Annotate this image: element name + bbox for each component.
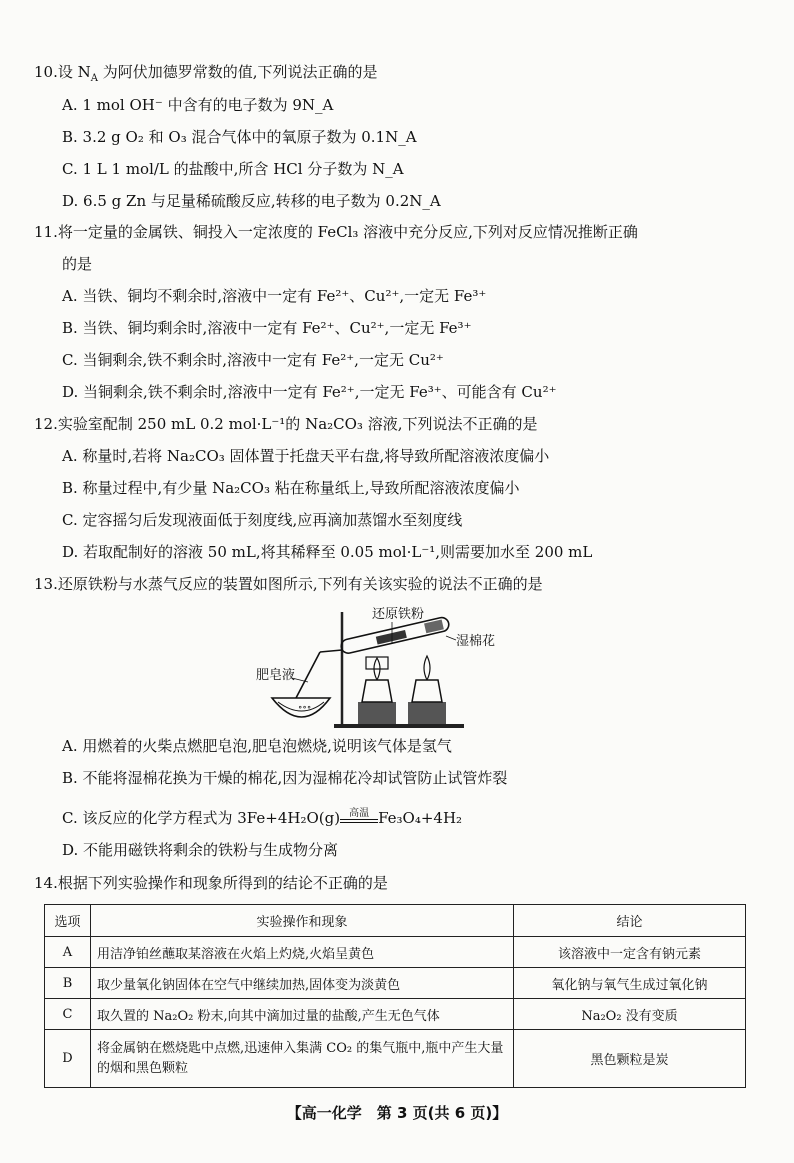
table-cell: D [45, 1030, 91, 1088]
table-row [45, 999, 746, 1030]
svg-text:∘∘∘: ∘∘∘ [298, 703, 312, 713]
table-header: 选项 [45, 905, 91, 937]
table-row [45, 968, 746, 999]
question-12-option-c: C. 定容摇匀后发现液面低于刻度线,应再滴加蒸馏水至刻度线 [62, 511, 463, 529]
question-11-option-c: C. 当铜剩余,铁不剩余时,溶液中一定有 Fe²⁺,一定无 Cu²⁺ [62, 351, 444, 369]
question-13-option-d: D. 不能用磁铁将剩余的铁粉与生成物分离 [62, 841, 339, 859]
table-cell: 该溶液中一定含有钠元素 [514, 937, 746, 968]
question-10-option-d: D. 6.5 g Zn 与足量稀硫酸反应,转移的电子数为 0.2N_A [62, 192, 441, 210]
question-11-option-a: A. 当铁、铜均不剩余时,溶液中一定有 Fe²⁺、Cu²⁺,一定无 Fe³⁺ [62, 287, 487, 305]
reaction-condition: 高温 [349, 808, 370, 819]
question-13-option-c [62, 808, 462, 828]
equation-products: Fe₃O₄+4H₂ [378, 809, 463, 827]
experiment-table [44, 904, 746, 1088]
question-10-option-b: B. 3.2 g O₂ 和 O₃ 混合气体中的氧原子数为 0.1N_A [62, 128, 417, 146]
question-10-option-c: C. 1 L 1 mol/L 的盐酸中,所含 HCl 分子数为 N_A [62, 160, 404, 178]
question-12-stem: 12.实验室配制 250 mL 0.2 mol·L⁻¹的 Na₂CO₃ 溶液,下列说法不正确的是 [34, 415, 538, 433]
question-12-option-b: B. 称量过程中,有少量 Na₂CO₃ 粘在称量纸上,导致所配溶液浓度偏小 [62, 479, 520, 497]
table-header: 结论 [514, 905, 746, 937]
question-13-option-b: B. 不能将湿棉花换为干燥的棉花,因为湿棉花冷却试管防止试管炸裂 [62, 769, 508, 787]
equation-reactants: C. 该反应的化学方程式为 3Fe+4H₂O(g) [62, 809, 341, 827]
table-cell: 将金属钠在燃烧匙中点燃,迅速伸入集满 CO₂ 的集气瓶中,瓶中产生大量的烟和黑色颗粒 [91, 1030, 514, 1088]
table-cell: 黑色颗粒是炭 [514, 1030, 746, 1088]
question-13-stem: 13.还原铁粉与水蒸气反应的装置如图所示,下列有关该实验的说法不正确的是 [34, 575, 543, 593]
label-wet-cotton: 湿棉花 [456, 634, 496, 649]
table-header-row [45, 905, 746, 937]
question-12-option-a: A. 称量时,若将 Na₂CO₃ 固体置于托盘天平右盘,将导致所配溶液浓度偏小 [62, 447, 550, 465]
table-cell: B [45, 968, 91, 999]
question-10-stem: 10.设 $N_A$ 为阿伏加德罗常数的值,下列说法正确的是 [34, 63, 378, 84]
question-11-option-b: B. 当铁、铜均剩余时,溶液中一定有 Fe²⁺、Cu²⁺,一定无 Fe³⁺ [62, 319, 472, 337]
label-soap-solution: 肥皂液 [256, 668, 296, 683]
table-cell: A [45, 937, 91, 968]
question-11-stem: 11.将一定量的金属铁、铜投入一定浓度的 FeCl₃ 溶液中充分反应,下列对反应情况推断正确 [34, 223, 638, 241]
table-cell: 用洁净铂丝蘸取某溶液在火焰上灼烧,火焰呈黄色 [91, 937, 514, 968]
table-cell: Na₂O₂ 没有变质 [514, 999, 746, 1030]
table-cell: 取久置的 Na₂O₂ 粉末,向其中滴加过量的盐酸,产生无色气体 [91, 999, 514, 1030]
table-row [45, 1030, 746, 1088]
table-cell: C [45, 999, 91, 1030]
question-13-option-a: A. 用燃着的火柴点燃肥皂泡,肥皂泡燃烧,说明该气体是氢气 [62, 737, 452, 755]
label-iron-powder: 还原铁粉 [372, 607, 425, 622]
reaction-arrow [340, 808, 378, 823]
question-10-option-a: A. 1 mol OH⁻ 中含有的电子数为 9N_A [62, 96, 334, 114]
table-row [45, 937, 746, 968]
table-cell: 氧化钠与氧气生成过氧化钠 [514, 968, 746, 999]
question-11-stem-cont: 的是 [62, 255, 93, 273]
table-header: 实验操作和现象 [91, 905, 514, 937]
question-12-option-d: D. 若取配制好的溶液 50 mL,将其稀释至 0.05 mol·L⁻¹,则需要加水至 200 mL [62, 543, 593, 561]
page-footer: 【高一化学 第 3 页(共 6 页)】 [286, 1104, 508, 1122]
table-cell: 取少量氧化钠固体在空气中继续加热,固体变为淡黄色 [91, 968, 514, 999]
question-11-option-d: D. 当铜剩余,铁不剩余时,溶液中一定有 Fe²⁺,一定无 Fe³⁺、可能含有 Cu²⁺ [62, 383, 557, 401]
question-14-stem: 14.根据下列实验操作和现象所得到的结论不正确的是 [34, 874, 388, 892]
